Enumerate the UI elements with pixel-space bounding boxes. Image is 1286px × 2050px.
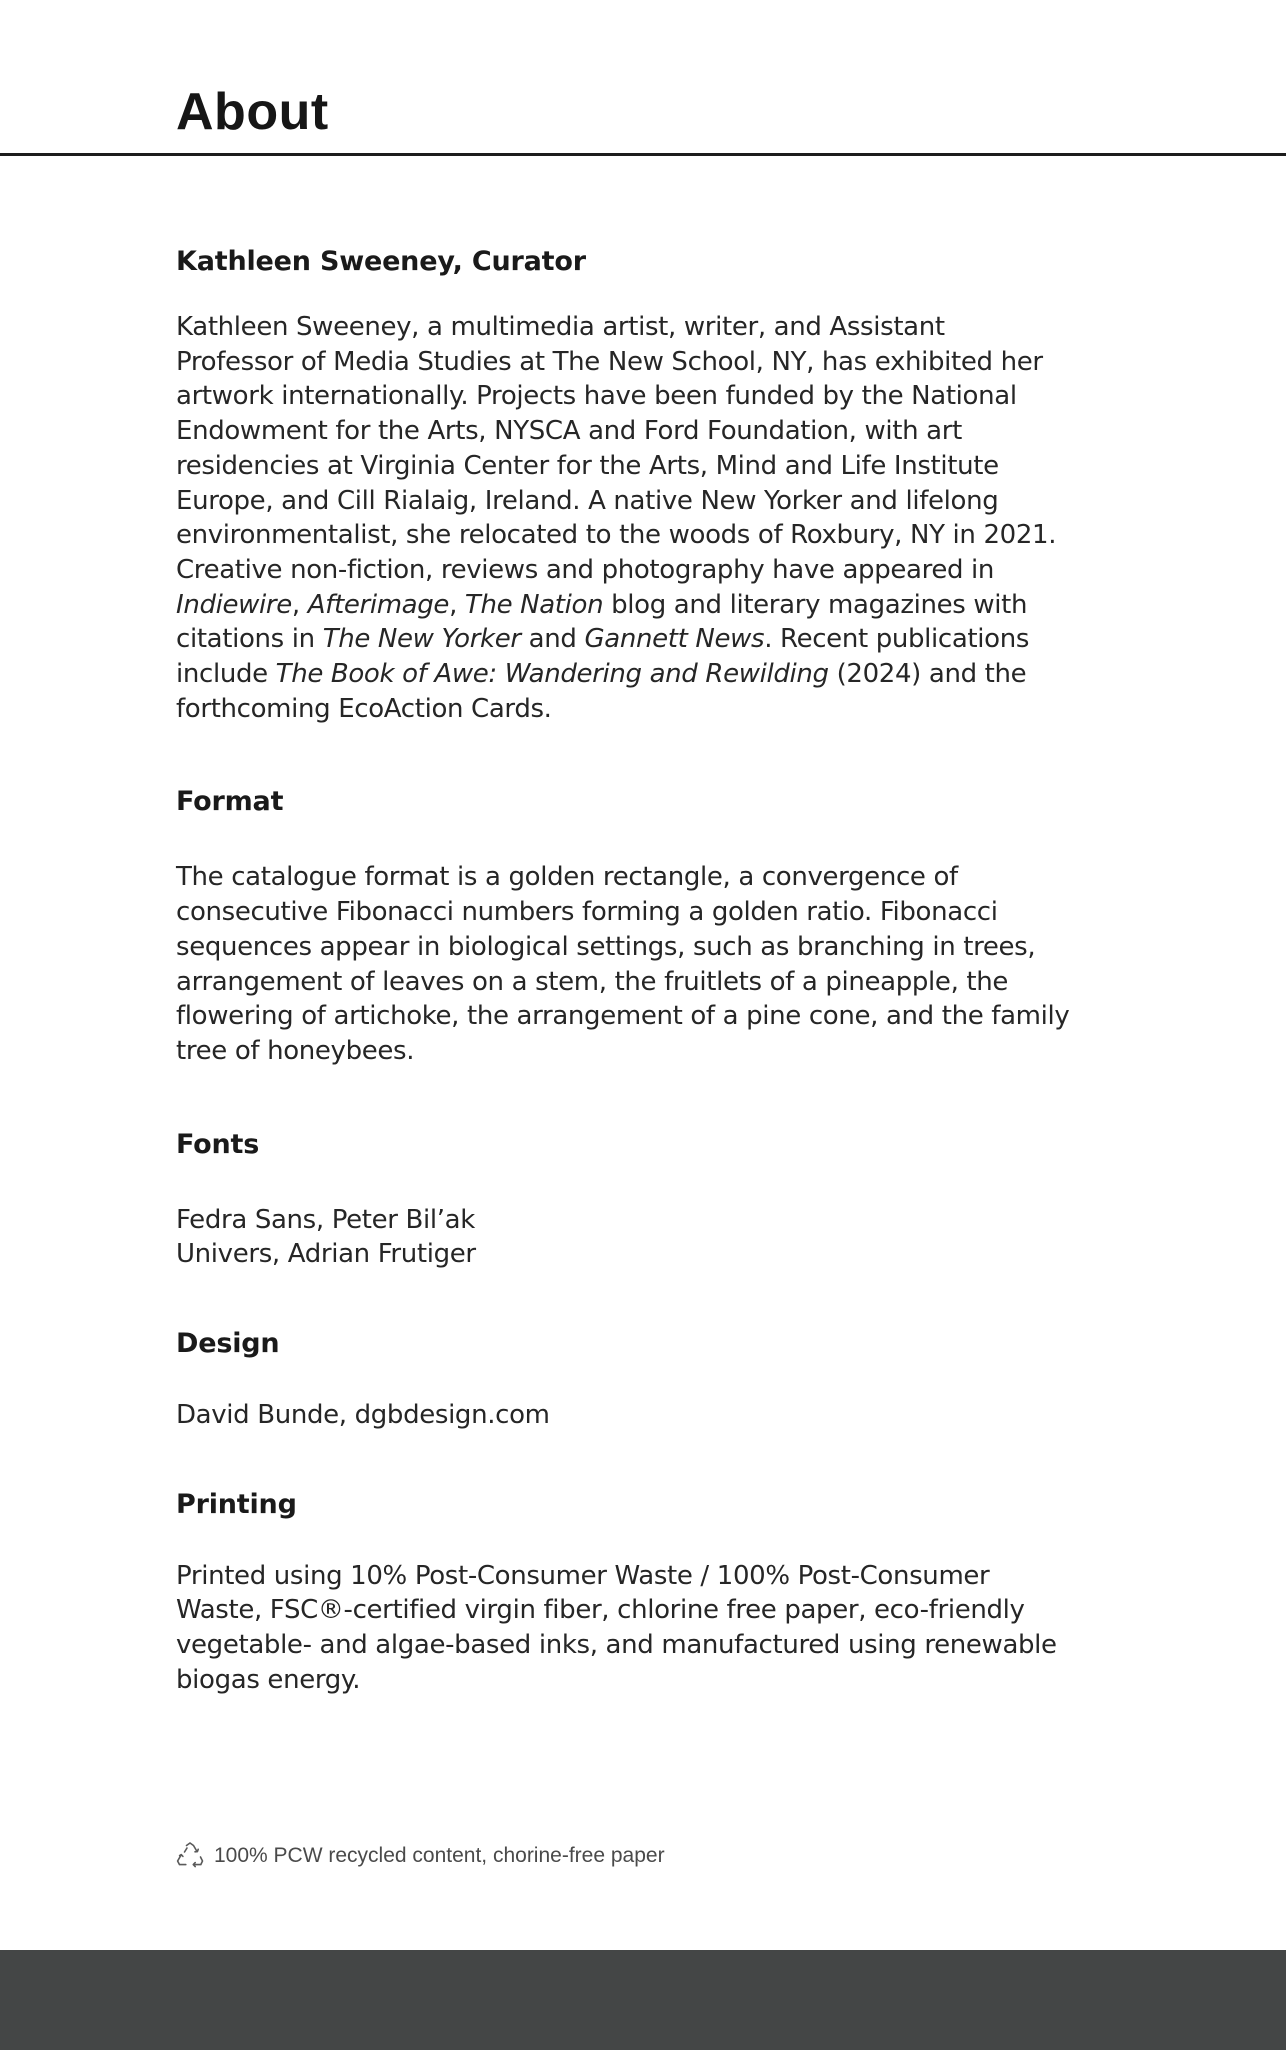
text-line [176, 379, 1096, 414]
text-line [176, 518, 1096, 553]
text-run: arrangement of leaves on a stem, the fruitlets of a pineapple, the [176, 966, 1009, 997]
section-body-printing [176, 1559, 1096, 1698]
text-line [176, 965, 1096, 1000]
text-run: forthcoming EcoAction Cards. [176, 693, 552, 724]
text-run: Waste, FSC®-certified virgin fiber, chlorine free paper, eco-friendly [176, 1595, 1025, 1626]
section-fonts [176, 1125, 1096, 1272]
text-line [176, 1398, 1096, 1433]
text-line [176, 310, 1096, 345]
text-run: biogas energy. [176, 1664, 361, 1695]
text-run: Europe, and Cill Rialaig, Ireland. A native New Yorker and lifelong [176, 485, 999, 516]
text-run: sequences appear in biological settings, such as branching in trees, [176, 931, 1036, 962]
text-run: Kathleen Sweeney, a multimedia artist, writer, and Assistant [176, 312, 945, 342]
page-title: About [176, 83, 329, 141]
text-line [176, 484, 1096, 519]
text-run: , [449, 589, 465, 620]
text-line [176, 860, 1096, 895]
text-run: consecutive Fibonacci numbers forming a golden ratio. Fibonacci [176, 897, 998, 928]
italic-title: Gannett News [584, 624, 765, 655]
text-run: citations in [176, 624, 323, 655]
section-design [176, 1324, 1096, 1433]
text-run: blog and literary magazines with [603, 589, 1028, 620]
section-format [176, 782, 1096, 1068]
section-body-fonts [176, 1203, 1096, 1272]
text-line [176, 1663, 1096, 1698]
text-line [176, 1203, 1096, 1238]
text-run: include [176, 659, 276, 690]
section-heading-format: Format [176, 786, 284, 818]
section-body-format [176, 860, 1096, 1068]
section-printing [176, 1485, 1096, 1698]
text-line [176, 1628, 1096, 1663]
footer-note-text: 100% PCW recycled content, chorine-free paper [214, 1844, 665, 1867]
text-run: The catalogue format is a golden rectangle, a convergence of [176, 862, 958, 893]
text-line [176, 895, 1096, 930]
italic-title: The Book of Awe: Wandering and Rewilding [275, 659, 829, 690]
text-run: Endowment for the Arts, NYSCA and Ford Foundation, with art [176, 416, 962, 447]
text-run: Fedra Sans, Peter Bil’ak [176, 1204, 475, 1235]
italic-title: The New Yorker [322, 624, 521, 655]
text-line [176, 449, 1096, 484]
text-line [176, 1034, 1096, 1069]
text-line [176, 1559, 1096, 1594]
text-line [176, 999, 1096, 1034]
text-run: flowering of artichoke, the arrangement of a pine cone, and the family [176, 1001, 1070, 1032]
text-line [176, 930, 1096, 965]
text-run: . Recent publications [764, 624, 1030, 655]
text-line [176, 345, 1096, 380]
text-run: artwork internationally. Projects have been funded by the National [176, 381, 1017, 412]
text-line [176, 414, 1096, 449]
section-heading-fonts: Fonts [176, 1128, 260, 1160]
recycle-icon [174, 1840, 206, 1872]
footer-band [0, 1950, 1286, 2050]
text-run: Printed using 10% Post-Consumer Waste / 100% Post-Consumer [176, 1560, 990, 1591]
text-run: Creative non-fiction, reviews and photography have appeared in [176, 554, 995, 585]
title-rule-accent [458, 153, 706, 155]
text-run: Professor of Media Studies at The New School, NY, has exhibited her [176, 346, 1043, 377]
text-run: Univers, Adrian Frutiger [176, 1239, 476, 1270]
text-run: David Bunde, dgbdesign.com [176, 1400, 550, 1431]
section-heading-curator: Kathleen Sweeney, Curator [176, 246, 586, 277]
text-line [176, 1237, 1096, 1272]
section-body-curator [176, 310, 1096, 726]
text-line [176, 588, 1096, 623]
text-run: and [520, 624, 585, 655]
section-body-design [176, 1398, 1096, 1433]
italic-title: The Nation [464, 589, 604, 620]
italic-title: Afterimage [307, 589, 450, 620]
text-run: (2024) and the [828, 659, 1027, 690]
section-heading-printing: Printing [176, 1488, 297, 1520]
section-heading-design: Design [176, 1328, 280, 1360]
section-curator [176, 242, 1096, 726]
footer-note [174, 1840, 665, 1872]
text-line [176, 657, 1096, 692]
text-line [176, 1593, 1096, 1628]
text-run: environmentalist, she relocated to the woods of Roxbury, NY in 2021. [176, 520, 1057, 551]
text-run: , [291, 589, 308, 620]
text-line [176, 692, 1096, 727]
text-run: tree of honeybees. [176, 1035, 415, 1066]
text-line [176, 553, 1096, 588]
text-line [176, 622, 1096, 657]
text-run: vegetable- and algae-based inks, and manufactured using renewable [176, 1630, 1057, 1661]
about-content [176, 242, 1096, 1698]
italic-title: Indiewire [176, 589, 292, 620]
text-run: residencies at Virginia Center for the Arts, Mind and Life Institute [176, 450, 999, 481]
